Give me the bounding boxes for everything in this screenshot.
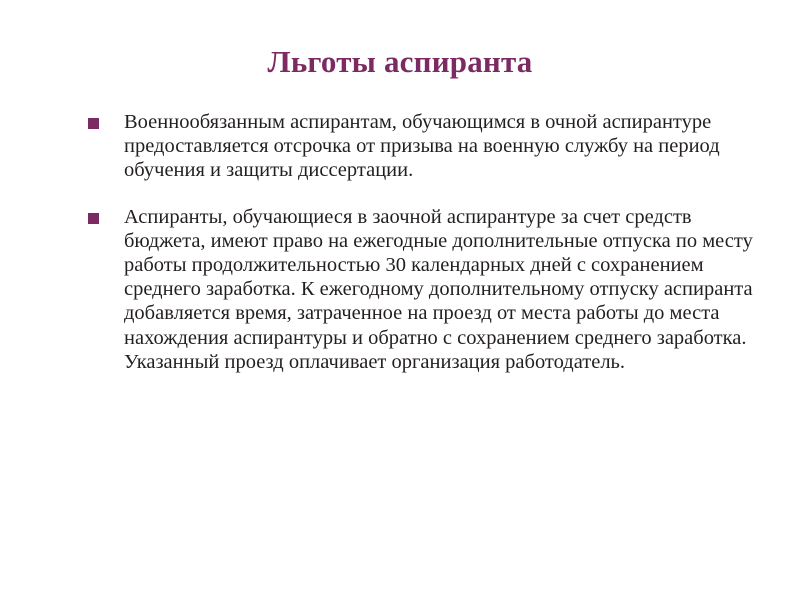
square-bullet-icon xyxy=(88,213,99,224)
bullet-list xyxy=(72,110,772,396)
page-title: Льготы аспиранта xyxy=(267,44,533,79)
list-item xyxy=(72,205,772,374)
list-item-text: Аспиранты, обучающиеся в заочной аспирантуре за счет средств бюджета, имеют право на ежегодные дополнительные отпуска по месту работы продолжительностью 30 календарных дней с сохранением среднего заработка. К ежегодному дополнительному отпуску аспиранта добавляется время, затраченное на проезд от места работы до места нахождения аспирантуры и обратно с сохранением среднего заработка. Указанный проезд оплачивает организация работодатель. xyxy=(124,205,753,373)
square-bullet-icon xyxy=(88,118,99,129)
list-item xyxy=(72,110,772,183)
list-item-text: Военнообязанным аспирантам, обучающимся в очной аспирантуре предоставляется отсрочка от призыва на военную службу на период обучения и защиты диссертации. xyxy=(124,111,720,182)
